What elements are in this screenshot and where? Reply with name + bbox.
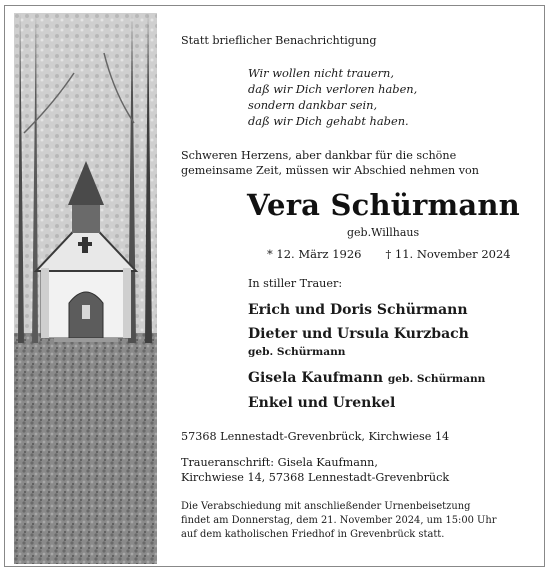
mourning-label: In stiller Trauer: bbox=[248, 277, 343, 290]
farewell-line-2: findet am Donnerstag, dem 21. November 2024, um 15:00 Uhr bbox=[181, 515, 497, 526]
poem-line-4: daß wir Dich gehabt haben. bbox=[248, 114, 409, 128]
farewell-line-1: Die Verabschiedung mit anschließender Urnenbeisetzung bbox=[181, 501, 471, 512]
poem-line-2: daß wir Dich verloren haben, bbox=[248, 82, 418, 96]
chapel-illustration bbox=[14, 13, 157, 564]
poem-line-1: Wir wollen nicht trauern, bbox=[248, 66, 394, 80]
farewell-line-3: auf dem katholischen Friedhof in Grevenbrück statt. bbox=[181, 529, 445, 540]
intro-line: Statt brieflicher Benachrichtigung bbox=[181, 34, 377, 47]
mourner-2: Dieter und Ursula Kurzbach bbox=[248, 326, 469, 342]
chapel-photo bbox=[14, 13, 157, 564]
mourning-address-line-2: Kirchwiese 14, 57368 Lennestadt-Grevenbrück bbox=[181, 471, 450, 484]
poem-line-3: sondern dankbar sein, bbox=[248, 98, 378, 112]
death-date: † 11. November 2024 bbox=[385, 247, 511, 261]
mourner-3-note: geb. Schürmann bbox=[387, 373, 486, 385]
mourner-3-name: Gisela Kaufmann bbox=[248, 370, 384, 386]
mourning-address-line-1: Traueranschrift: Gisela Kaufmann, bbox=[181, 456, 378, 469]
message-line-2: gemeinsame Zeit, müssen wir Abschied nehmen von bbox=[181, 164, 479, 177]
mourner-1: Erich und Doris Schürmann bbox=[248, 302, 468, 318]
family-address: 57368 Lennestadt-Grevenbrück, Kirchwiese 14 bbox=[181, 430, 450, 443]
mourner-4: Enkel und Urenkel bbox=[248, 395, 396, 411]
birth-date: * 12. März 1926 bbox=[267, 247, 362, 261]
message-line-1: Schweren Herzens, aber dankbar für die schöne bbox=[181, 149, 457, 162]
mourner-2-note: geb. Schürmann bbox=[248, 346, 346, 358]
life-dates bbox=[267, 247, 511, 261]
mourner-3 bbox=[248, 370, 485, 386]
birth-name: geb.Willhaus bbox=[347, 226, 420, 239]
deceased-name: Vera Schürmann bbox=[247, 188, 520, 222]
